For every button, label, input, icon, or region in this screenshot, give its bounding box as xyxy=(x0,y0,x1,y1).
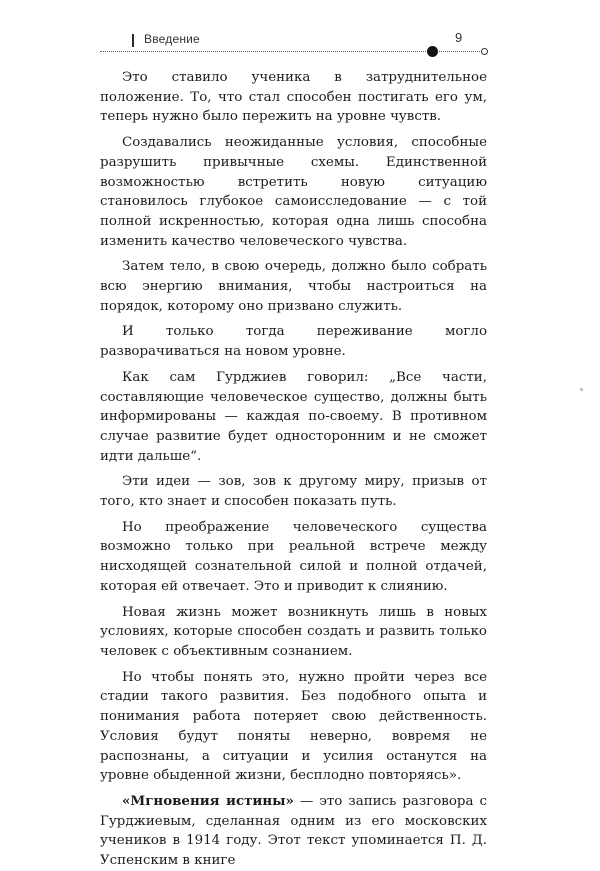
paragraph: Эти идеи — зов, зов к другому миру, призыв от того, кто знает и способен показать путь. xyxy=(100,474,487,510)
section-title: Введение xyxy=(144,32,200,46)
paragraph: Как сам Гурджиев говорил: „Все части, составляющие человеческое существо, должны быть информированы — каждая по-своему. В противном случае развитие будет односторонним и не сможет идти дальше“. xyxy=(100,369,487,464)
book-title-bold: «Мгновения истины» xyxy=(122,792,294,809)
header-ornament-ring xyxy=(481,48,488,55)
final-paragraph-text: — это запись разговора с Гурджиевым, сделанная одним из его московских учеников в 1914 году. Этот текст упоминается П. Д. Успенским в книге xyxy=(100,793,487,869)
body-text xyxy=(100,68,487,871)
paragraph: Это ставило ученика в затруднительное положение. То, что стал способен постигать его ум, теперь нужно было пережить на уровне чувств. xyxy=(100,70,487,125)
running-header xyxy=(100,28,488,58)
paper-speck xyxy=(580,388,583,391)
paragraph: Новая жизнь может возникнуть лишь в новых условиях, которые способен создать и развить только человек с объективным сознанием. xyxy=(100,604,487,659)
paragraph: Создавались неожиданные условия, способные разрушить привычные схемы. Единственной возможностью встретить новую ситуацию становилось глубокое самоисследование — с той полной искренностью, которая одна лишь способна изменить качество человеческого чувства. xyxy=(100,135,487,249)
paragraph: Затем тело, в свою очередь, должно было собрать всю энергию внимания, чтобы настроиться на порядок, которому оно призвано служить. xyxy=(100,259,487,314)
paragraph: И только тогда переживание могло разворачиваться на новом уровне. xyxy=(100,324,487,360)
final-paragraph xyxy=(100,792,487,871)
header-divider-bar xyxy=(132,34,134,47)
paragraph: Но чтобы понять это, нужно пройти через все стадии такого развития. Без подобного опыта и понимания работа потеряет свою действенность. Условия будут поняты неверно, вовремя не распознаны, а ситуации и усилия останутся на уровне обыденной жизни, бесплодно повторяясь». xyxy=(100,669,487,784)
paragraph: Но преображение человеческого существа возможно только при реальной встрече между нисходящей сознательной силой и полной отдачей, которая ей отвечает. Это и приводит к слиянию. xyxy=(100,519,487,594)
header-ornament-dot xyxy=(427,46,438,57)
page-number: 9 xyxy=(455,30,463,45)
